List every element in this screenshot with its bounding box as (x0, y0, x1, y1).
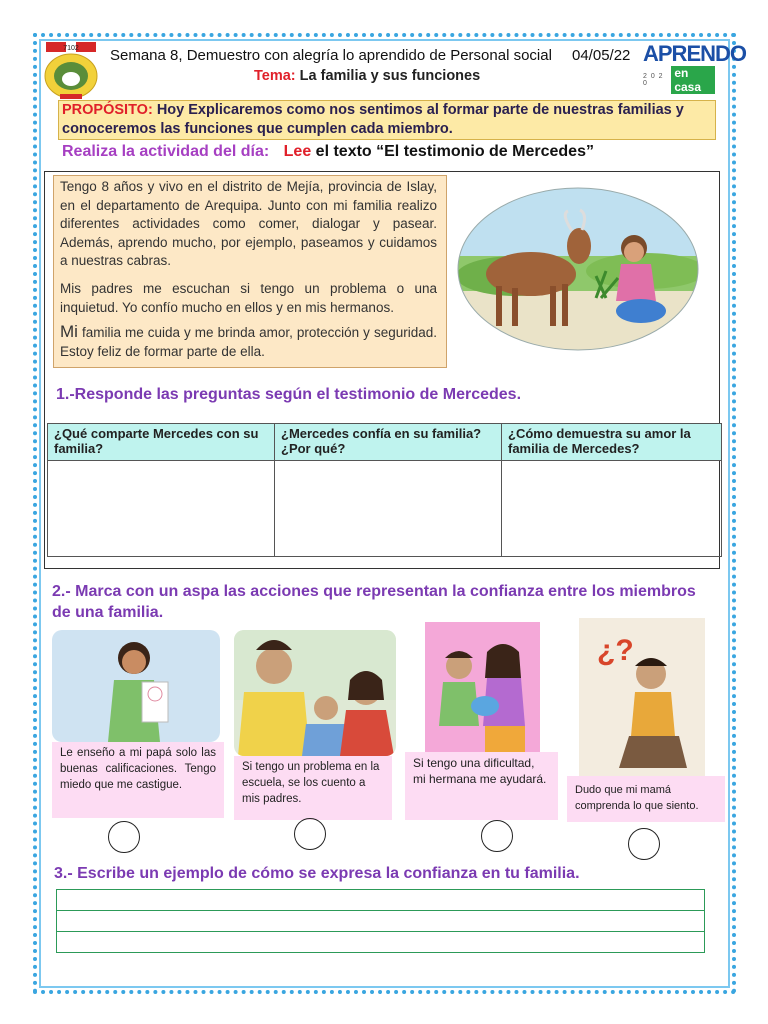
activity-rest: el texto “El testimonio de Mercedes” (315, 143, 594, 160)
aprendo-en-casa-logo (643, 41, 747, 100)
activity-verb: Lee (283, 143, 312, 160)
brand-year: 2 0 2 0 (643, 73, 664, 87)
girl-holding-paper-icon (52, 630, 220, 742)
writing-line[interactable] (57, 890, 704, 911)
writing-lines[interactable] (56, 889, 705, 953)
school-crest-icon (40, 40, 102, 100)
brand-line1: APRENDO (643, 41, 747, 66)
table-header-cell: ¿Mercedes confía en su familia? ¿Por qué? (275, 424, 502, 461)
purpose-label: PROPÓSITO: (62, 102, 153, 118)
writing-line[interactable] (57, 932, 704, 953)
topic-text: La familia y sus funciones (299, 68, 481, 84)
siblings-helping-icon (425, 622, 540, 754)
purpose (62, 101, 712, 139)
card-1-caption: Le enseño a mi papá solo las buenas calificaciones. Tengo miedo que me castigue. (52, 742, 224, 818)
mark-circle-1[interactable] (108, 821, 140, 853)
confused-boy-icon (579, 618, 705, 776)
answer-cell-2[interactable] (275, 461, 502, 557)
question-3-title: 3.- Escribe un ejemplo de cómo se expresa la confianza en tu familia. (54, 865, 580, 882)
topic-line (254, 68, 480, 84)
mark-circle-2[interactable] (294, 818, 326, 850)
table-header-cell: ¿Cómo demuestra su amor la familia de Mercedes? (502, 424, 722, 461)
girl-and-goat-illustration (456, 186, 700, 352)
activity-instruction (62, 143, 594, 161)
mark-circle-4[interactable] (628, 828, 660, 860)
question-1-table (47, 423, 722, 557)
card-2-caption: Si tengo un problema en la escuela, se los cuento a mis padres. (234, 756, 392, 820)
header-date: 04/05/22 (572, 47, 631, 64)
testimony-paragraph-1: Tengo 8 años y vivo en el distrito de Mejía, provincia de Islay, en el departamento de Arequipa. Junto con mi familia realizo diferentes actividades como comer, dialogar y pasear. Además, aprendo mucho, por ejemplo, paseamos y cuidamos a nuestras cabras. (60, 179, 437, 268)
question-mark-symbol: ¿? (597, 634, 634, 667)
table-answer-row (48, 461, 722, 557)
answer-cell-1[interactable] (48, 461, 275, 557)
table-header-cell: ¿Qué comparte Mercedes con su familia? (48, 424, 275, 461)
answer-cell-3[interactable] (502, 461, 722, 557)
testimony-paragraph-3-text: familia me cuida y me brinda amor, protección y seguridad. Estoy feliz de formar parte de ella. (60, 325, 437, 359)
topic-label: Tema: (254, 68, 296, 84)
brand-line2: en casa (671, 66, 715, 94)
school-logo-year: 7102 (63, 45, 79, 52)
writing-line[interactable] (57, 911, 704, 932)
testimony-paragraph-3 (60, 323, 437, 361)
card-3-caption: Si tengo una dificultad, mi hermana me ayudará. (405, 752, 558, 820)
mark-circle-3[interactable] (481, 820, 513, 852)
week-title: Semana 8, Demuestro con alegría lo aprendido de Personal social (110, 47, 552, 64)
table-header-row (48, 424, 722, 461)
question-2-title: 2.- Marca con un aspa las acciones que representan la confianza entre los miembros de una familia. (52, 583, 696, 621)
question-1-title: 1.-Responde las preguntas según el testimonio de Mercedes. (56, 386, 522, 403)
purpose-text: Hoy Explicaremos como nos sentimos al formar parte de nuestras familias y conoceremos las funciones que cumplen cada miembro. (62, 102, 684, 137)
family-talking-icon (234, 630, 396, 756)
activity-prefix: Realiza la actividad del día: (62, 143, 270, 160)
testimony-dropcap: Mi (60, 322, 78, 341)
card-4-caption: Dudo que mi mamá comprenda lo que siento. (567, 776, 725, 822)
testimony-paragraph-2: Mis padres me escuchan si tengo un problema o una inquietud. Yo confío mucho en ellos y en mis hermanos. (60, 281, 437, 315)
